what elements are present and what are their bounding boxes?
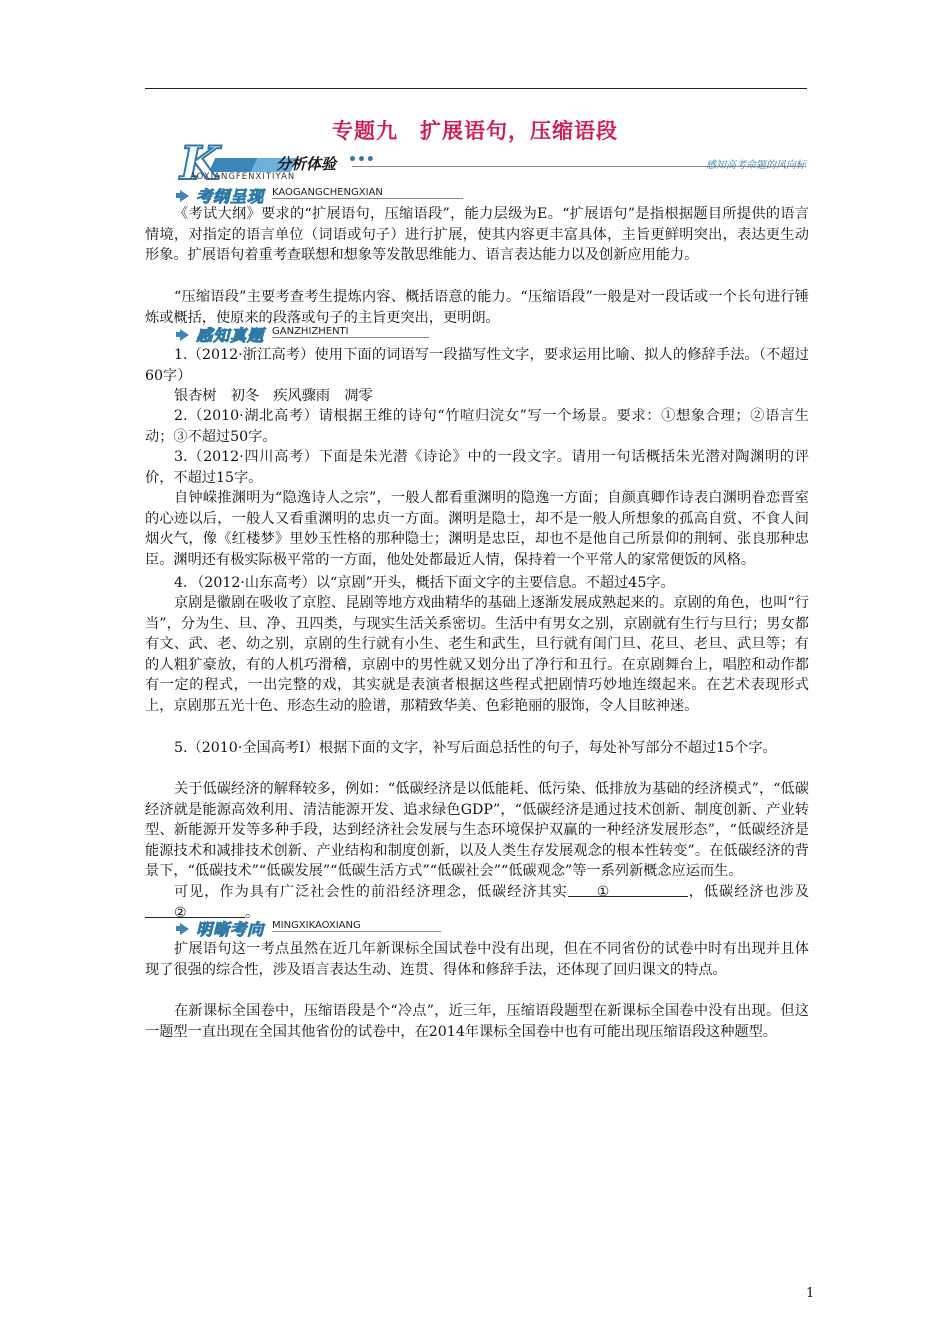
arrow-head-icon: [180, 190, 189, 202]
section-heading-text: 考纲呈现: [196, 187, 265, 206]
page-number: 1: [806, 1286, 815, 1301]
section-heading-pinyin: MINGXIKAOXIANG: [272, 920, 441, 932]
section-heading-ganzhi: [176, 323, 349, 345]
paragraph: 《考试大纲》要求的“扩展语句，压缩语段”，能力层级为E。“扩展语句”是指根据题目所提供的语言情境，对指定的语言单位（词语或句子）进行扩展，使其内容更丰富具体，主旨更鲜明突出，表达更生动形象。扩展语句着重考查联想和想象等发散思维能力、语言表达能力以及创新应用能力。: [145, 206, 809, 264]
question-4: 4．（2012·山东高考）以“京剧”开头，概括下面文字的主要信息。不超过45字。: [174, 575, 675, 591]
paragraph: “压缩语段”主要考查考生提炼内容、概括语意的能力。“压缩语段”一般是对一段话或一个长句进行锤炼或概括，使原来的段落或句子的主旨更突出，更明朗。: [145, 289, 809, 326]
arrow-head-icon: [180, 923, 189, 935]
answer-blank-2[interactable]: [145, 903, 245, 921]
header-rule: [145, 88, 807, 89]
page-title: 专题九 扩展语句，压缩语段: [332, 119, 618, 143]
section-heading-mingxi: [176, 917, 361, 939]
section-heading-pinyin: GANZHIZHENTI: [272, 326, 429, 338]
question-2: 2.（2010·湖北高考）请根据王维的诗句“竹喧归浣女”写一个场景。要求：①想象合理；②语言生动；③不超过50字。: [145, 408, 809, 445]
k-logo-icon: K: [180, 136, 220, 190]
fill-text: 也涉及: [764, 884, 809, 900]
section-heading-kaogang: [176, 184, 383, 206]
question-1-words: 银杏树 初冬 疾风骤雨 凋零: [174, 388, 373, 404]
paragraph: 在新课标全国卷中，压缩语段是个“冷点”，近三年，压缩语段题型在新课标全国卷中没有出现。但这一题型一直出现在全国其他省份的试卷中，在2014年课标全国卷中也有可能出现压缩语段这种题型。: [145, 1003, 809, 1040]
banner-dots: •••: [348, 152, 375, 168]
arrow-head-icon: [180, 329, 189, 341]
section-heading-pinyin: KAOGANGCHENGXIAN: [272, 187, 463, 199]
answer-blank-1[interactable]: [568, 882, 688, 900]
section-banner: [176, 136, 808, 190]
fill-text: ，低碳经济: [687, 884, 765, 900]
banner-title: 分析体验: [276, 155, 337, 173]
fill-text: 。: [245, 904, 260, 921]
fill-text: 可见，作为具有广泛社会性的前沿经济理念，低碳经济其实: [174, 884, 568, 900]
paragraph: 扩展语句这一考点虽然在近几年新课标全国试卷中没有出现，但在不同省份的试卷中时有出现并且体现了很强的综合性，涉及语言表达生动、连贯、得体和修辞手法，还体现了回归课文的特点。: [145, 941, 809, 978]
question-3-text: 自钟嵘推渊明为“隐逸诗人之宗”，一般人都看重渊明的隐逸一方面；自颜真卿作诗表白渊明眷恋晋室的心迹以后，一般人又看重渊明的忠贞一方面。渊明是隐士，却不是一般人所想象的孤高自赏、不食人间烟火气，像《红楼梦》里妙玉性格的那种隐士；渊明是忠臣，却也不是他自己所景仰的荆轲、张良那种忠臣。渊明还有极实际极平常的一方面，他处处都最近人情，保持着一个平常人的家常便饭的风格。: [145, 490, 809, 568]
question-5: 5.（2010·全国高考Ⅰ）根据下面的文字，补写后面总括性的句子，每处补写部分不超过15个字。: [174, 740, 777, 756]
blank-marker: ①: [596, 884, 610, 900]
question-3: 3.（2012·四川高考）下面是朱光潜《诗论》中的一段文字。请用一句话概括朱光潜对陶渊明的评价，不超过15字。: [145, 449, 809, 486]
banner-tagline: 感知高考命题的风向标: [706, 160, 806, 171]
question-1: 1.（2012·浙江高考）使用下面的词语写一段描写性文字，要求运用比喻、拟人的修辞手法。（不超过60字）: [145, 347, 809, 384]
question-4-text: 京剧是徽剧在吸收了京腔、昆剧等地方戏曲精华的基础上逐渐发展成熟起来的。京剧的角色，也叫“行当”，分为生、旦、净、丑四类，与现实生活关系密切。生活中有男女之别，京剧就有生行与旦行；男女都有文、武、老、幼之别，京剧的生行就有小生、老生和武生，旦行就有闺门旦、花旦、老旦、武旦等；有的人粗犷豪放，有的人机巧滑稽，京剧中的男性就又划分出了净行和丑行。在京剧舞台上，唱腔和动作都有一定的程式，一出完整的戏，其实就是表演者根据这些程式把剧情巧妙地连缀起来。在艺术表现形式上，京剧那五光十色、形态生动的脸谱，那精致华美、色彩艳丽的服饰，令人目眩神迷。: [145, 595, 809, 714]
section-heading-text: 感知真题: [196, 326, 265, 345]
section-heading-text: 明晰考向: [196, 920, 265, 939]
banner-pinyin: AOXIANGFENXITIYAN: [190, 172, 296, 182]
blank-marker: ②: [174, 904, 187, 921]
question-5-text: 关于低碳经济的解释较多，例如：“低碳经济是以低能耗、低污染、低排放为基础的经济模式”，“低碳经济就是能源高效利用、清洁能源开发、追求绿色GDP”，“低碳经济是通过技术创新、制度创新、产业转型、新能源开发等多种手段，达到经济社会发展与生态环境保护双赢的一种经济发展形态”，“低碳经济是能源技术和减排技术创新、产业结构和制度创新，以及人类生存发展观念的根本性转变”。在低碳经济的背景下，“低碳技术”“低碳发展”“低碳生活方式”“低碳社会”“低碳观念”等一系列新概念应运而生。: [145, 781, 809, 880]
